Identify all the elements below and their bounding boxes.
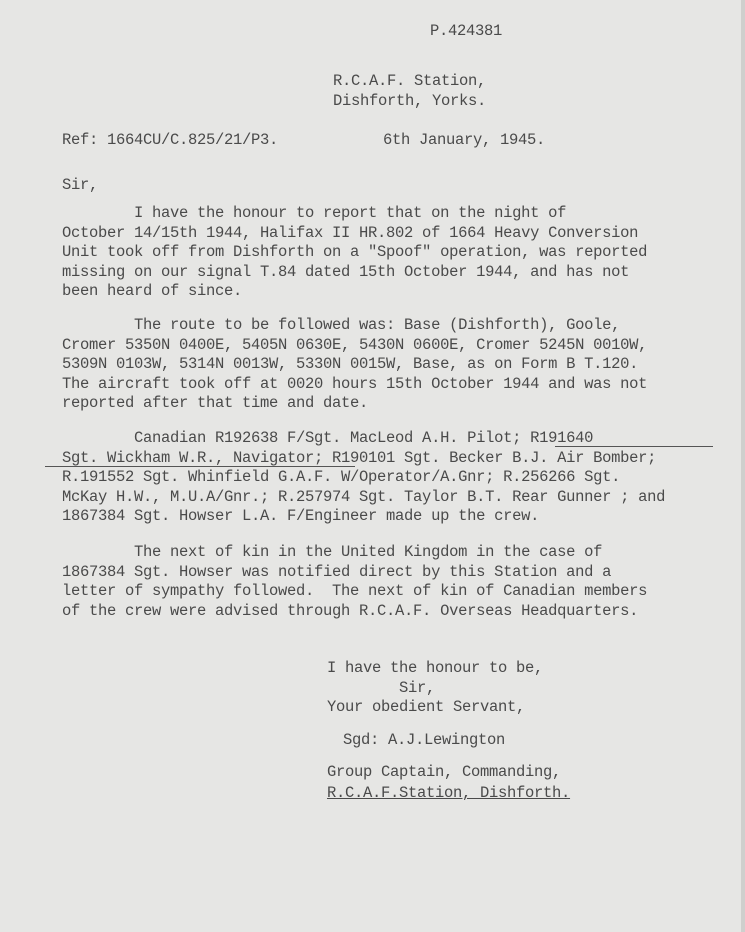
paragraph-2 [62, 316, 647, 414]
signature: Sgd: A.J.Lewington [343, 731, 506, 749]
page-edge [741, 0, 745, 932]
text-line: The route to be followed was: Base (Dishforth), Goole, [62, 316, 621, 334]
letter-date: 6th January, 1945. [383, 131, 546, 149]
closing-line: Your obedient Servant, [327, 698, 526, 716]
text-line: The aircraft took off at 0020 hours 15th October 1944 and was not [62, 374, 648, 393]
title-line: Group Captain, Commanding, [327, 763, 562, 781]
text-line: 1867384 Sgt. Howser was notified direct by this Station and a [62, 562, 612, 581]
title-line: R.C.A.F.Station, Dishforth. [327, 784, 571, 802]
text-line: letter of sympathy followed. The next of kin of Canadian members [62, 582, 648, 600]
text-line: I have the honour to report that on the night of [62, 204, 567, 222]
reference: Ref: 1664CU/C.825/21/P3. [62, 131, 279, 149]
salutation: Sir, [62, 176, 99, 194]
text-line: Cromer 5350N 0400E, 5405N 0630E, 5430N 0600E, Cromer 5245N 0010W, [62, 335, 648, 354]
text-line: R.191552 Sgt. Whinfield G.A.F. W/Operator/A.Gnr; R.256266 Sgt. [62, 468, 621, 486]
handwritten-underline [45, 466, 355, 467]
file-number: P.424381 [430, 22, 503, 40]
text-line: Unit took off from Dishforth on a "Spoof" operation, was reported [62, 243, 648, 261]
text-line: October 14/15th 1944, Halifax II HR.802 of 1664 Heavy Conversion [62, 223, 639, 242]
text-line: been heard of since. [62, 282, 243, 300]
text-line: Canadian R192638 F/Sgt. MacLeod A.H. Pilot; R191640 [62, 429, 594, 447]
handwritten-underline [555, 446, 713, 447]
paragraph-1 [62, 204, 647, 302]
address-line: Dishforth, Yorks. [333, 91, 487, 110]
text-line: missing on our signal T.84 dated 15th October 1944, and has not [62, 262, 630, 281]
paragraph-3 [62, 429, 665, 527]
address-line: R.C.A.F. Station, [333, 72, 487, 90]
paragraph-4 [62, 543, 647, 621]
station-address [333, 72, 486, 111]
text-line: McKay H.W., M.U.A/Gnr.; R.257974 Sgt. Taylor B.T. Rear Gunner ; and [62, 487, 666, 506]
closing [327, 659, 543, 718]
text-line: Sgt. Wickham W.R., Navigator; R190101 Sgt. Becker B.J. Air Bomber; [62, 448, 657, 467]
closing-line: I have the honour to be, [327, 659, 544, 677]
text-line: reported after that time and date. [62, 394, 369, 412]
signatory-title [327, 762, 570, 804]
closing-line: Sir, [327, 678, 436, 697]
text-line: of the crew were advised through R.C.A.F. Overseas Headquarters. [62, 601, 639, 620]
text-line: 5309N 0103W, 5314N 0013W, 5330N 0015W, Base, as on Form B T.120. [62, 355, 639, 373]
text-line: The next of kin in the United Kingdom in the case of [62, 543, 603, 561]
text-line: 1867384 Sgt. Howser L.A. F/Engineer made up the crew. [62, 507, 540, 525]
